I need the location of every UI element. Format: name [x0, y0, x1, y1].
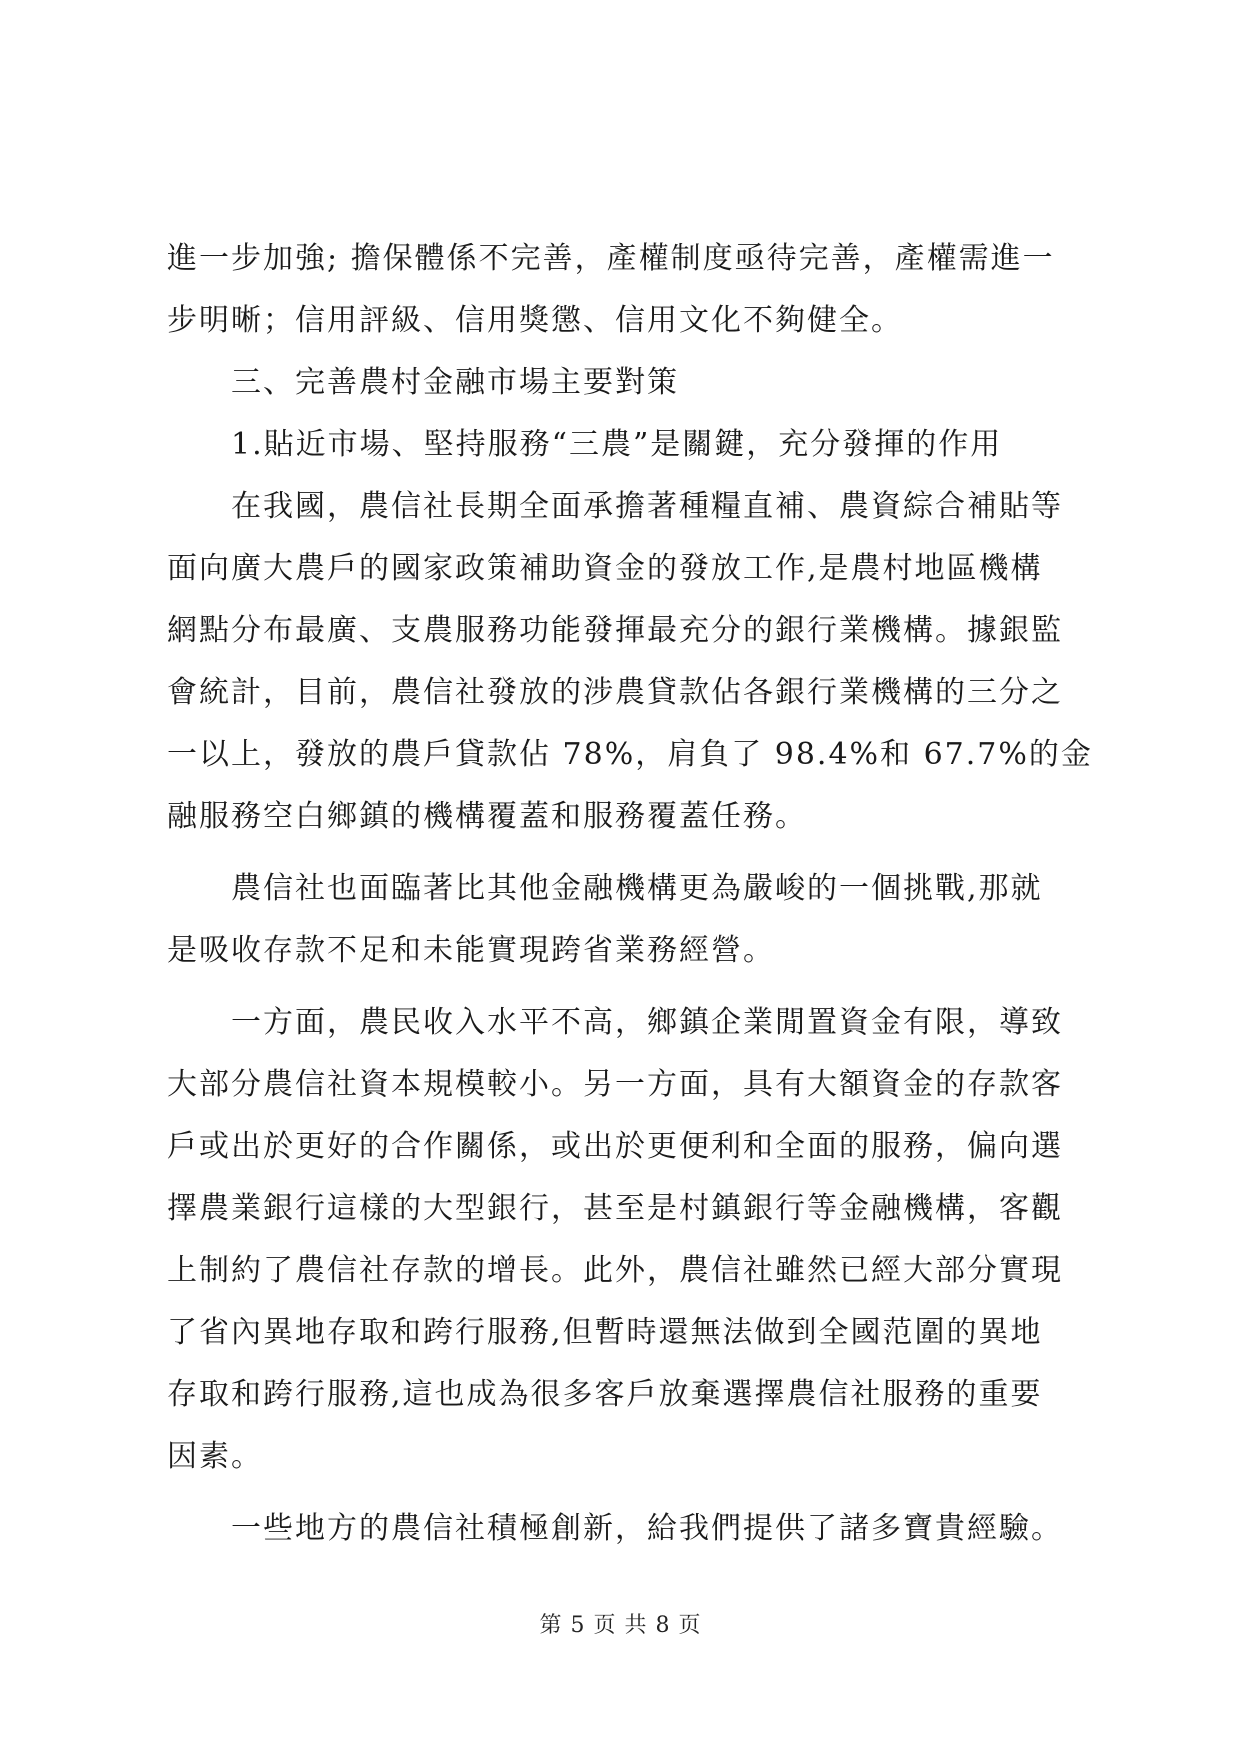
page-number-footer: 第 5 页 共 8 页: [539, 1613, 702, 1638]
text-line: 擇農業銀行這樣的大型銀行，甚至是村鎮銀行等金融機構，客觀: [167, 1191, 1063, 1226]
text-line: 一些地方的農信社積極創新，給我們提供了諸多寶貴經驗。: [231, 1511, 1063, 1546]
document-body: [167, 228, 1093, 1560]
text-line: 了省內異地存取和跨行服務,但暫時還無法做到全國范圍的異地: [167, 1315, 1043, 1350]
text-line: 一以上，發放的農戶貸款佔 78%，肩負了 98.4%和 67.7%的金: [167, 737, 1093, 772]
text-line: 上制約了農信社存款的增長。此外，農信社雖然已經大部分實現: [167, 1253, 1063, 1288]
text-line: 因素。: [167, 1439, 263, 1474]
text-line: 大部分農信社資本規模較小。另一方面，具有大額資金的存款客: [167, 1067, 1063, 1102]
text-line: 在我國，農信社長期全面承擔著種糧直補、農資綜合補貼等: [231, 489, 1063, 524]
text-line: 融服務空白鄉鎮的機構覆蓋和服務覆蓋任務。: [167, 799, 807, 834]
section-heading: 三、完善農村金融市場主要對策: [231, 365, 679, 400]
text-line: 戶或出於更好的合作關係，或出於更便利和全面的服務，偏向選: [167, 1129, 1063, 1164]
text-line: 網點分布最廣、支農服務功能發揮最充分的銀行業機構。據銀監: [167, 613, 1063, 648]
text-line: 農信社也面臨著比其他金融機構更為嚴峻的一個挑戰,那就: [231, 871, 1043, 906]
text-line: 會統計，目前，農信社發放的涉農貸款佔各銀行業機構的三分之: [167, 675, 1063, 710]
text-line: 面向廣大農戶的國家政策補助資金的發放工作,是農村地區機構: [167, 551, 1043, 586]
text-line: 步明晰；信用評級、信用獎懲、信用文化不夠健全。: [167, 303, 903, 338]
text-line: 存取和跨行服務,這也成為很多客戶放棄選擇農信社服務的重要: [167, 1377, 1043, 1412]
subsection-heading: 1.貼近市場、堅持服務“三農”是關鍵，充分發揮的作用: [231, 427, 1003, 462]
text-line: 進一步加強; 擔保體係不完善，產權制度亟待完善，產權需進一: [167, 241, 1055, 276]
text-line: 是吸收存款不足和未能實現跨省業務經營。: [167, 933, 775, 968]
text-line: 一方面，農民收入水平不高，鄉鎮企業閒置資金有限，導致: [231, 1005, 1063, 1040]
